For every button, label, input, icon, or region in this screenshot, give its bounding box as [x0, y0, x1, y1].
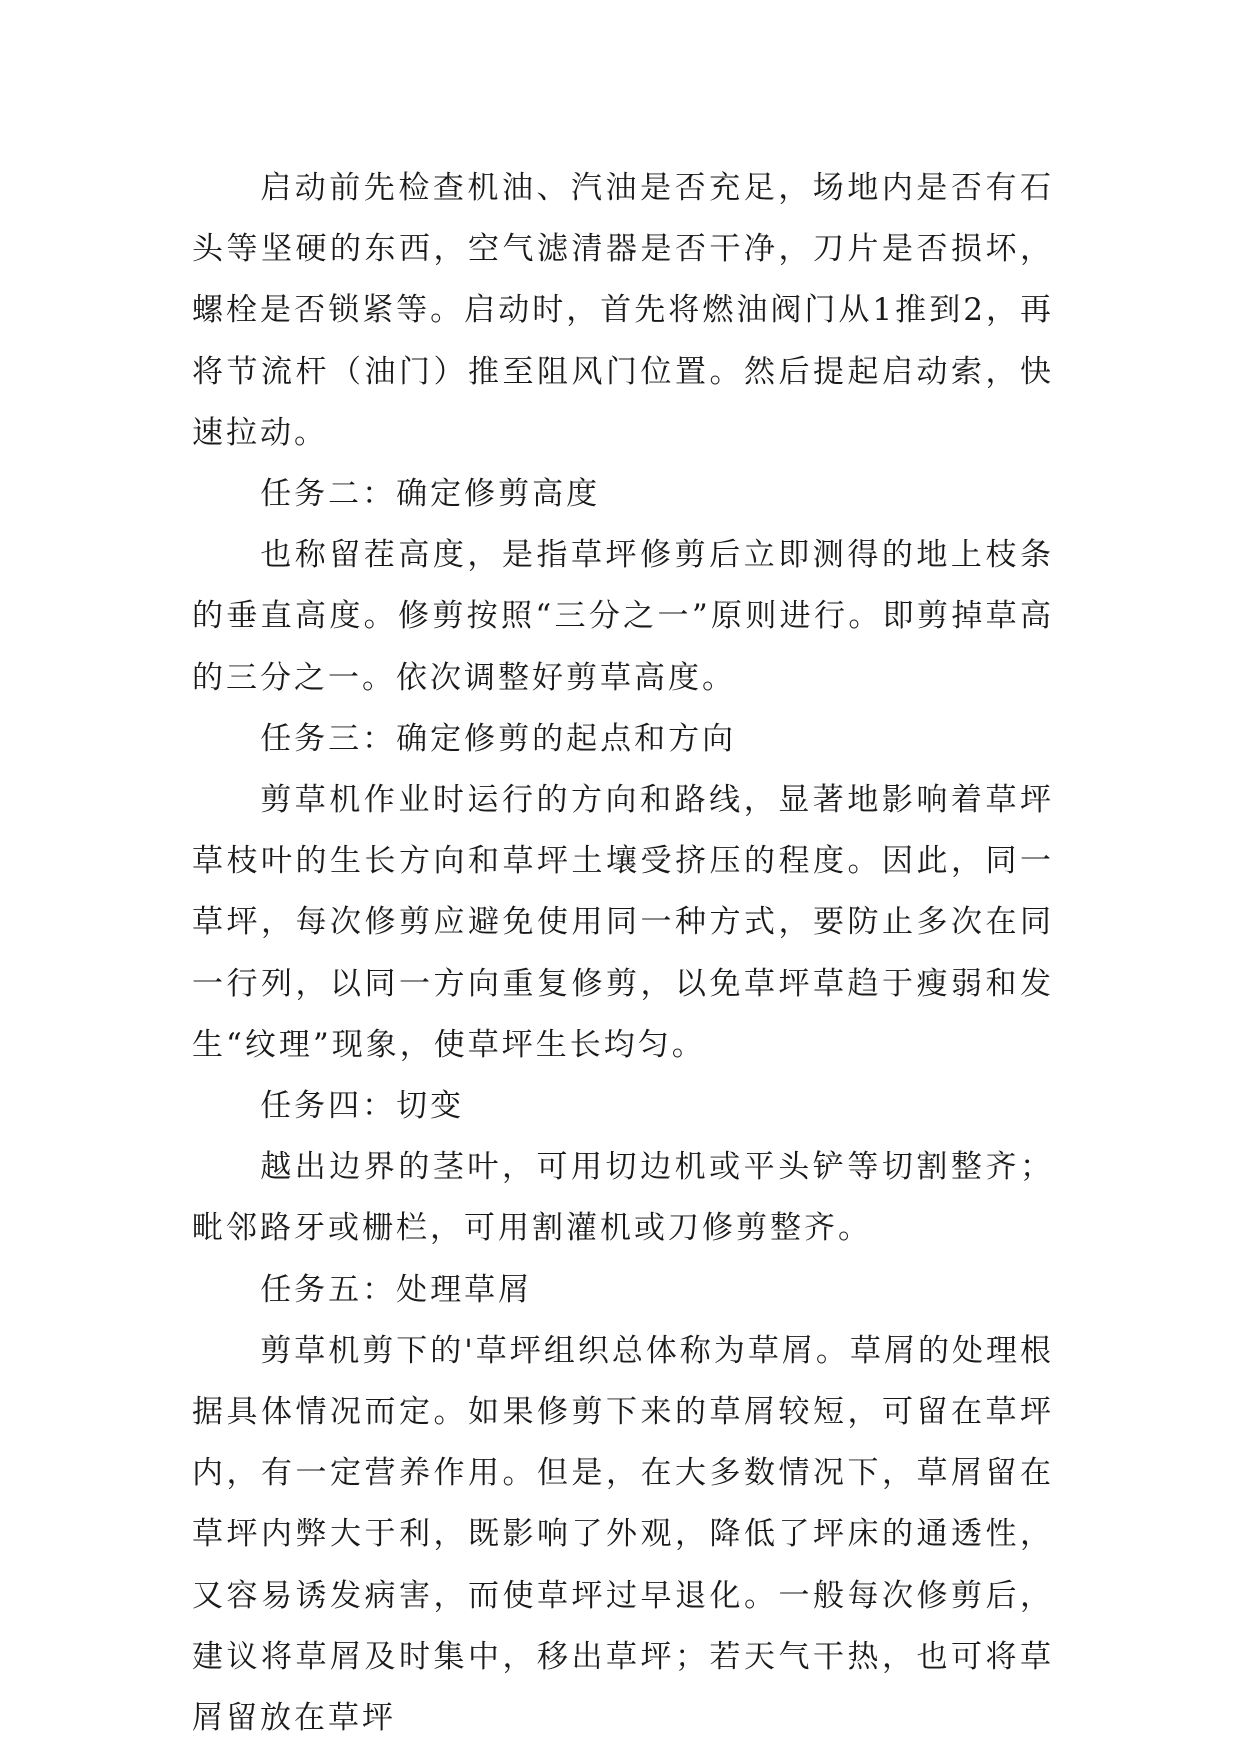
heading-task-four: 任务四：切变 — [260, 1088, 465, 1125]
heading-task-five: 任务五：处理草屑 — [260, 1271, 533, 1308]
paragraph-mowing-height: 也称留茬高度，是指草坪修剪后立即测得的地上枝条的垂直高度。修剪按照“三分之一”原则进行。即剪掉草高的三分之一。依次调整好剪草高度。 — [192, 537, 1054, 696]
paragraph-clippings: 剪草机剪下的'草坪组织总体称为草屑。草屑的处理根据具体情况而定。如果修剪下来的草屑较短，可留在草坪内，有一定营养作用。但是，在大多数情况下，草屑留在草坪内弊大于利，既影响了外观，降低了坪床的通透性，又容易诱发病害，而使草坪过早退化。一般每次修剪后，建议将草屑及时集中，移出草坪；若天气干热，也可将草屑留放在草坪 — [192, 1332, 1054, 1737]
heading-task-three: 任务三：确定修剪的起点和方向 — [260, 720, 737, 757]
paragraph-mowing-direction: 剪草机作业时运行的方向和路线，显著地影响着草坪草枝叶的生长方向和草坪土壤受挤压的程度。因此，同一草坪，每次修剪应避免使用同一种方式，要防止多次在同一行列，以同一方向重复修剪，以免草坪草趋于瘦弱和发生“纹理”现象，使草坪生长均匀。 — [192, 782, 1054, 1063]
heading-task-two: 任务二：确定修剪高度 — [260, 476, 601, 513]
document-body — [192, 158, 1054, 1749]
paragraph-edging: 越出边界的茎叶，可用切边机或平头铲等切割整齐；毗邻路牙或栅栏，可用割灌机或刀修剪整齐。 — [192, 1149, 1054, 1247]
paragraph-startup-check: 启动前先检查机油、汽油是否充足，场地内是否有石头等坚硬的东西，空气滤清器是否干净，刀片是否损坏，螺栓是否锁紧等。启动时，首先将燃油阀门从1推到2，再将节流杆（油门）推至阻风门位置。然后提起启动索，快速拉动。 — [192, 170, 1054, 451]
